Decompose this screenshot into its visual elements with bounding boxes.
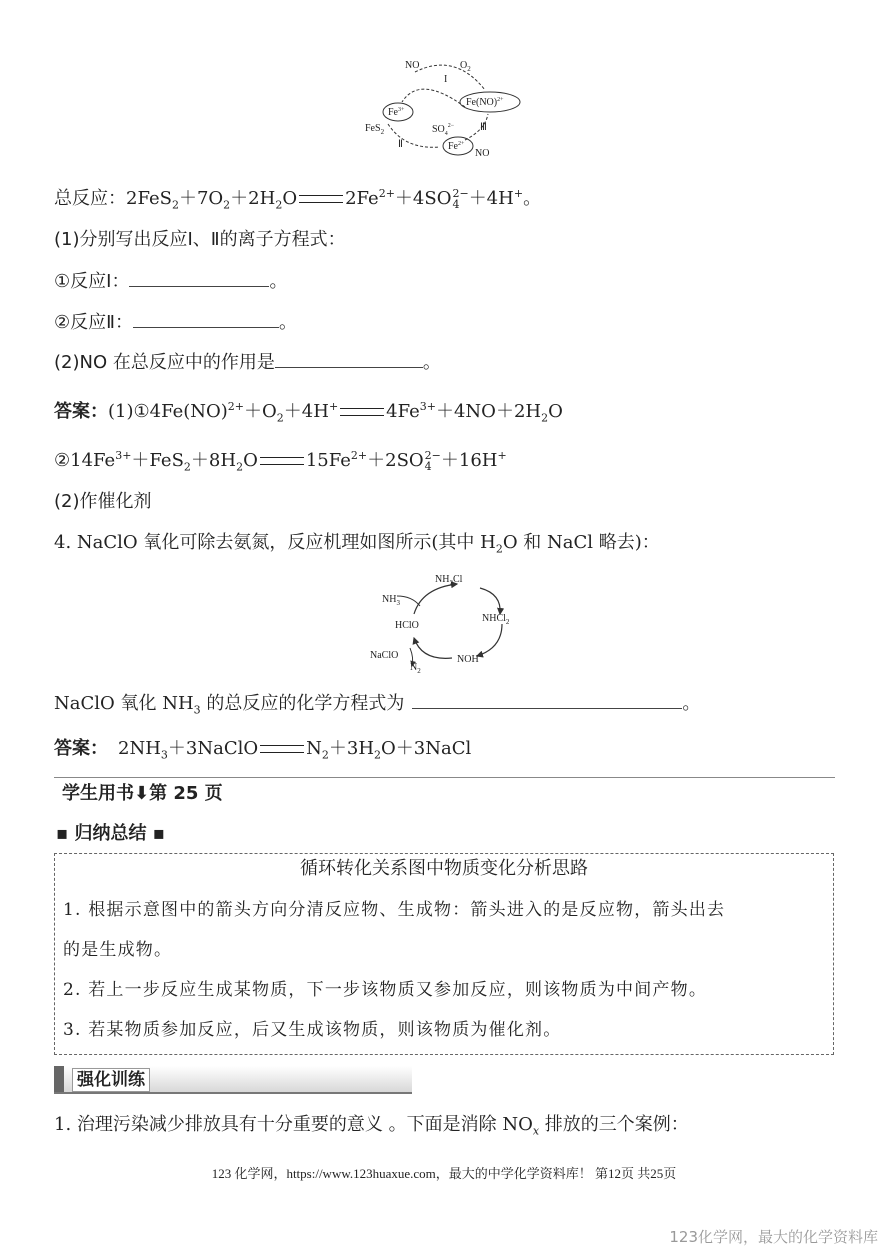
training-heading-bar bbox=[54, 1066, 412, 1094]
summary-point-3: 3. 若某物质参加反应，后又生成该物质，则该物质为催化剂。 bbox=[63, 1020, 562, 1040]
answer-blank-4[interactable] bbox=[412, 690, 682, 709]
roman-3-label: Ⅲ bbox=[480, 122, 487, 133]
answer-1-line-2: $②14Fe^{3+}+FeS_2+8H_2O$ $15Fe^{2+}+2SO$ 2− 4 ＋16H+ bbox=[54, 449, 507, 474]
n2-label: $N_2$ bbox=[410, 662, 421, 675]
total-reaction: 总反应：$2FeS_2+7O_2+2H_2O$ $2Fe^{2+}+4SO$ 2− 4 ＋4H+。 bbox=[54, 187, 542, 212]
answer-1-line-1: 答案：$(1)①4Fe(NO)^{2+}+O_2+4H^+$ $4Fe^{3+}+4NO+2H_2O$ bbox=[54, 400, 563, 425]
fe2-label: $Fe^{2+}$ bbox=[448, 141, 465, 152]
roman-1-label: I bbox=[444, 74, 448, 85]
o2-label: $O_2$ bbox=[460, 60, 471, 73]
answer-blank-3[interactable] bbox=[275, 349, 423, 368]
summary-point-1a: 1. 根据示意图中的箭头方向分清反应物、生成物：箭头进入的是反应物，箭头出去 bbox=[63, 900, 726, 920]
summary-heading: ▪ 归纳总结 ▪ bbox=[56, 823, 165, 844]
question-1-item-2: ②反应Ⅱ： 。 bbox=[54, 309, 297, 336]
feno-label: Fe(NO)$^{2+}$ bbox=[466, 97, 504, 108]
fe3-label: $Fe^{3+}$ bbox=[388, 107, 405, 118]
watermark: 123化学网，最大的化学资料库 bbox=[669, 1228, 878, 1246]
hclo-label: HClO bbox=[395, 620, 419, 631]
so4-label: $SO_4^{2-}$ bbox=[432, 123, 455, 137]
naclo-cycle-diagram bbox=[362, 566, 532, 676]
naclo-label: NaClO bbox=[370, 650, 399, 661]
down-arrow-icon: ⬇ bbox=[134, 783, 150, 804]
summary-point-2: 2. 若上一步反应生成某物质，下一步该物质又参加反应，则该物质为中间产物。 bbox=[63, 980, 708, 1000]
question-4-ask: NaClO 氧化 $NH_3$ 的总反应的化学方程式为 。 bbox=[54, 690, 700, 724]
question-1-item-1: ①反应Ⅰ： 。 bbox=[54, 268, 287, 295]
answer-1-line-3: (2)作催化剂 bbox=[54, 491, 152, 512]
fe-cycle-diagram bbox=[360, 52, 530, 162]
summary-box bbox=[54, 853, 834, 1055]
nh3-label: $NH_3$ bbox=[382, 594, 400, 607]
section-reference: 学生用书⬇第 25 页 bbox=[62, 783, 223, 804]
fes2-label: FeS$_2$ bbox=[365, 123, 385, 136]
roman-2-label: Ⅱ bbox=[398, 139, 403, 150]
no-bottom-label: NO bbox=[475, 148, 490, 159]
answer-blank-1[interactable] bbox=[129, 268, 269, 287]
summary-point-1b: 的是生成物。 bbox=[63, 940, 173, 960]
question-last: 1. 治理污染减少排放具有十分重要的意义 。下面是消除 $NO_x$ 排放的三个案例： bbox=[54, 1114, 689, 1138]
summary-title: 循环转化关系图中物质变化分析思路 bbox=[300, 858, 588, 879]
divider bbox=[54, 777, 835, 778]
noh-label: NOH bbox=[457, 654, 479, 665]
question-2: (2)NO 在总反应中的作用是 。 bbox=[54, 349, 441, 376]
answer-2: 答案： $2NH_3+3NaClO$ $N_2+3H_2O+3NaCl$ bbox=[54, 738, 472, 762]
nhcl2-label: NHCl$_2$ bbox=[482, 613, 510, 626]
question-1-prompt: (1)分别写出反应Ⅰ、Ⅱ的离子方程式： bbox=[54, 229, 346, 250]
page-footer: 123 化学网，https://www.123huaxue.com，最大的中学化学资料库！ 第12页 共25页 bbox=[211, 1166, 677, 1181]
question-4-prompt: 4. NaClO 氧化可除去氨氮，反应机理如图所示(其中 $H_2O$ 和 NaCl 略去)： bbox=[54, 532, 660, 556]
nh2cl-label: $NH_2Cl$ bbox=[435, 574, 463, 587]
no-top-label: NO bbox=[405, 60, 420, 71]
answer-blank-2[interactable] bbox=[133, 309, 279, 328]
training-heading: 强化训练 bbox=[72, 1068, 150, 1092]
